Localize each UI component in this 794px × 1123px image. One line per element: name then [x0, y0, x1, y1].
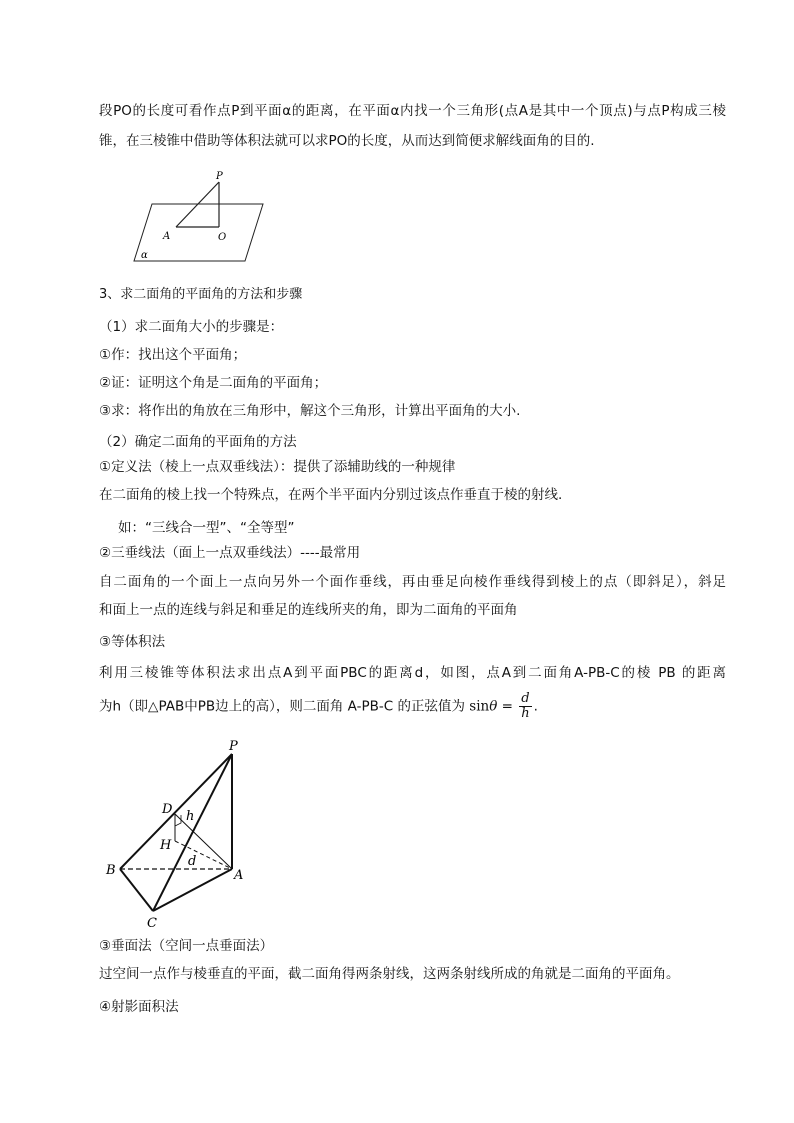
- label-o: O: [218, 232, 227, 243]
- label-c: C: [147, 916, 157, 931]
- label-a: A: [163, 231, 171, 242]
- pyramid-figure: [100, 732, 260, 932]
- step-item: ①作：找出这个平面角；: [99, 347, 247, 363]
- equals-sign: =: [501, 698, 513, 715]
- paragraph-line: 段PO的长度可看作点P到平面α的距离，在平面α内找一个三角形(点A是其中一个顶点)与点P构成三棱: [99, 103, 726, 119]
- label-p: P: [216, 171, 223, 182]
- subheading: （2）确定二面角的平面角的方法: [99, 434, 297, 450]
- step-item: ②证：证明这个角是二面角的平面角；: [99, 375, 328, 391]
- paragraph-line: 锥，在三棱锥中借助等体积法就可以求PO的长度，从而达到简便求解线面角的目的.: [99, 133, 595, 149]
- method-text: 和面上一点的连线与斜足和垂足的连线所夹的角，即为二面角的平面角: [99, 602, 518, 618]
- segment-da: [175, 814, 232, 869]
- label-b: B: [106, 863, 116, 878]
- method-text: 过空间一点作与棱垂直的平面，截二面角得两条射线，这两条射线所成的角就是二面角的平面角。: [99, 966, 680, 982]
- sin-symbol: sin: [469, 698, 490, 715]
- edge-ca: [153, 869, 232, 911]
- method-example: 如：“三线合一型”、“全等型”: [118, 520, 295, 536]
- edge-bc: [120, 869, 153, 911]
- plane-projection-figure: [132, 166, 272, 268]
- label-h-capital: H: [160, 838, 172, 853]
- theta-symbol: θ: [489, 698, 498, 715]
- method-title: ③垂面法（空间一点垂面法）: [99, 938, 274, 954]
- segment-ha: [175, 841, 232, 869]
- label-d-small: d: [188, 854, 197, 869]
- fraction-denominator: h: [521, 706, 530, 721]
- edge-pc: [153, 754, 232, 911]
- label-d: D: [162, 802, 173, 817]
- fraction-numerator: d: [519, 692, 531, 707]
- edge-pb: [120, 754, 232, 869]
- step-item: ③求：将作出的角放在三角形中，解这个三角形，计算出平面角的大小.: [99, 403, 521, 419]
- fraction-d-over-h: [519, 692, 531, 721]
- label-a: A: [234, 868, 244, 883]
- method-text-formula: [99, 692, 538, 721]
- subheading: （1）求二面角大小的步骤是：: [99, 319, 284, 335]
- label-p: P: [229, 739, 238, 754]
- plane-alpha: [134, 204, 263, 261]
- formula-prefix: 为h（即△PAB中PB边上的高），则二面角 A-PB-C 的正弦值为: [99, 698, 465, 715]
- method-title: ①定义法（棱上一点双垂线法）：提供了添辅助线的一种规律: [99, 459, 456, 475]
- section-heading: 3、求二面角的平面角的方法和步骤: [99, 287, 303, 302]
- formula-end: .: [533, 698, 538, 715]
- label-alpha: α: [141, 250, 148, 261]
- method-text: 自二面角的一个面上一点向另外一个面作垂线，再由垂足向棱作垂线得到棱上的点（即斜足），斜足: [99, 574, 726, 590]
- label-h-small: h: [186, 809, 195, 824]
- method-text: 在二面角的棱上找一个特殊点，在两个半平面内分别过该点作垂直于棱的射线.: [99, 487, 563, 503]
- method-text: 利用三棱锥等体积法求出点A到平面PBC的距离d，如图，点A到二面角A-PB-C的棱 PB 的距离: [99, 665, 726, 681]
- method-title: ③等体积法: [99, 634, 166, 650]
- method-title: ②三垂线法（面上一点双垂线法）----最常用: [99, 545, 361, 561]
- method-title: ④射影面积法: [99, 999, 179, 1015]
